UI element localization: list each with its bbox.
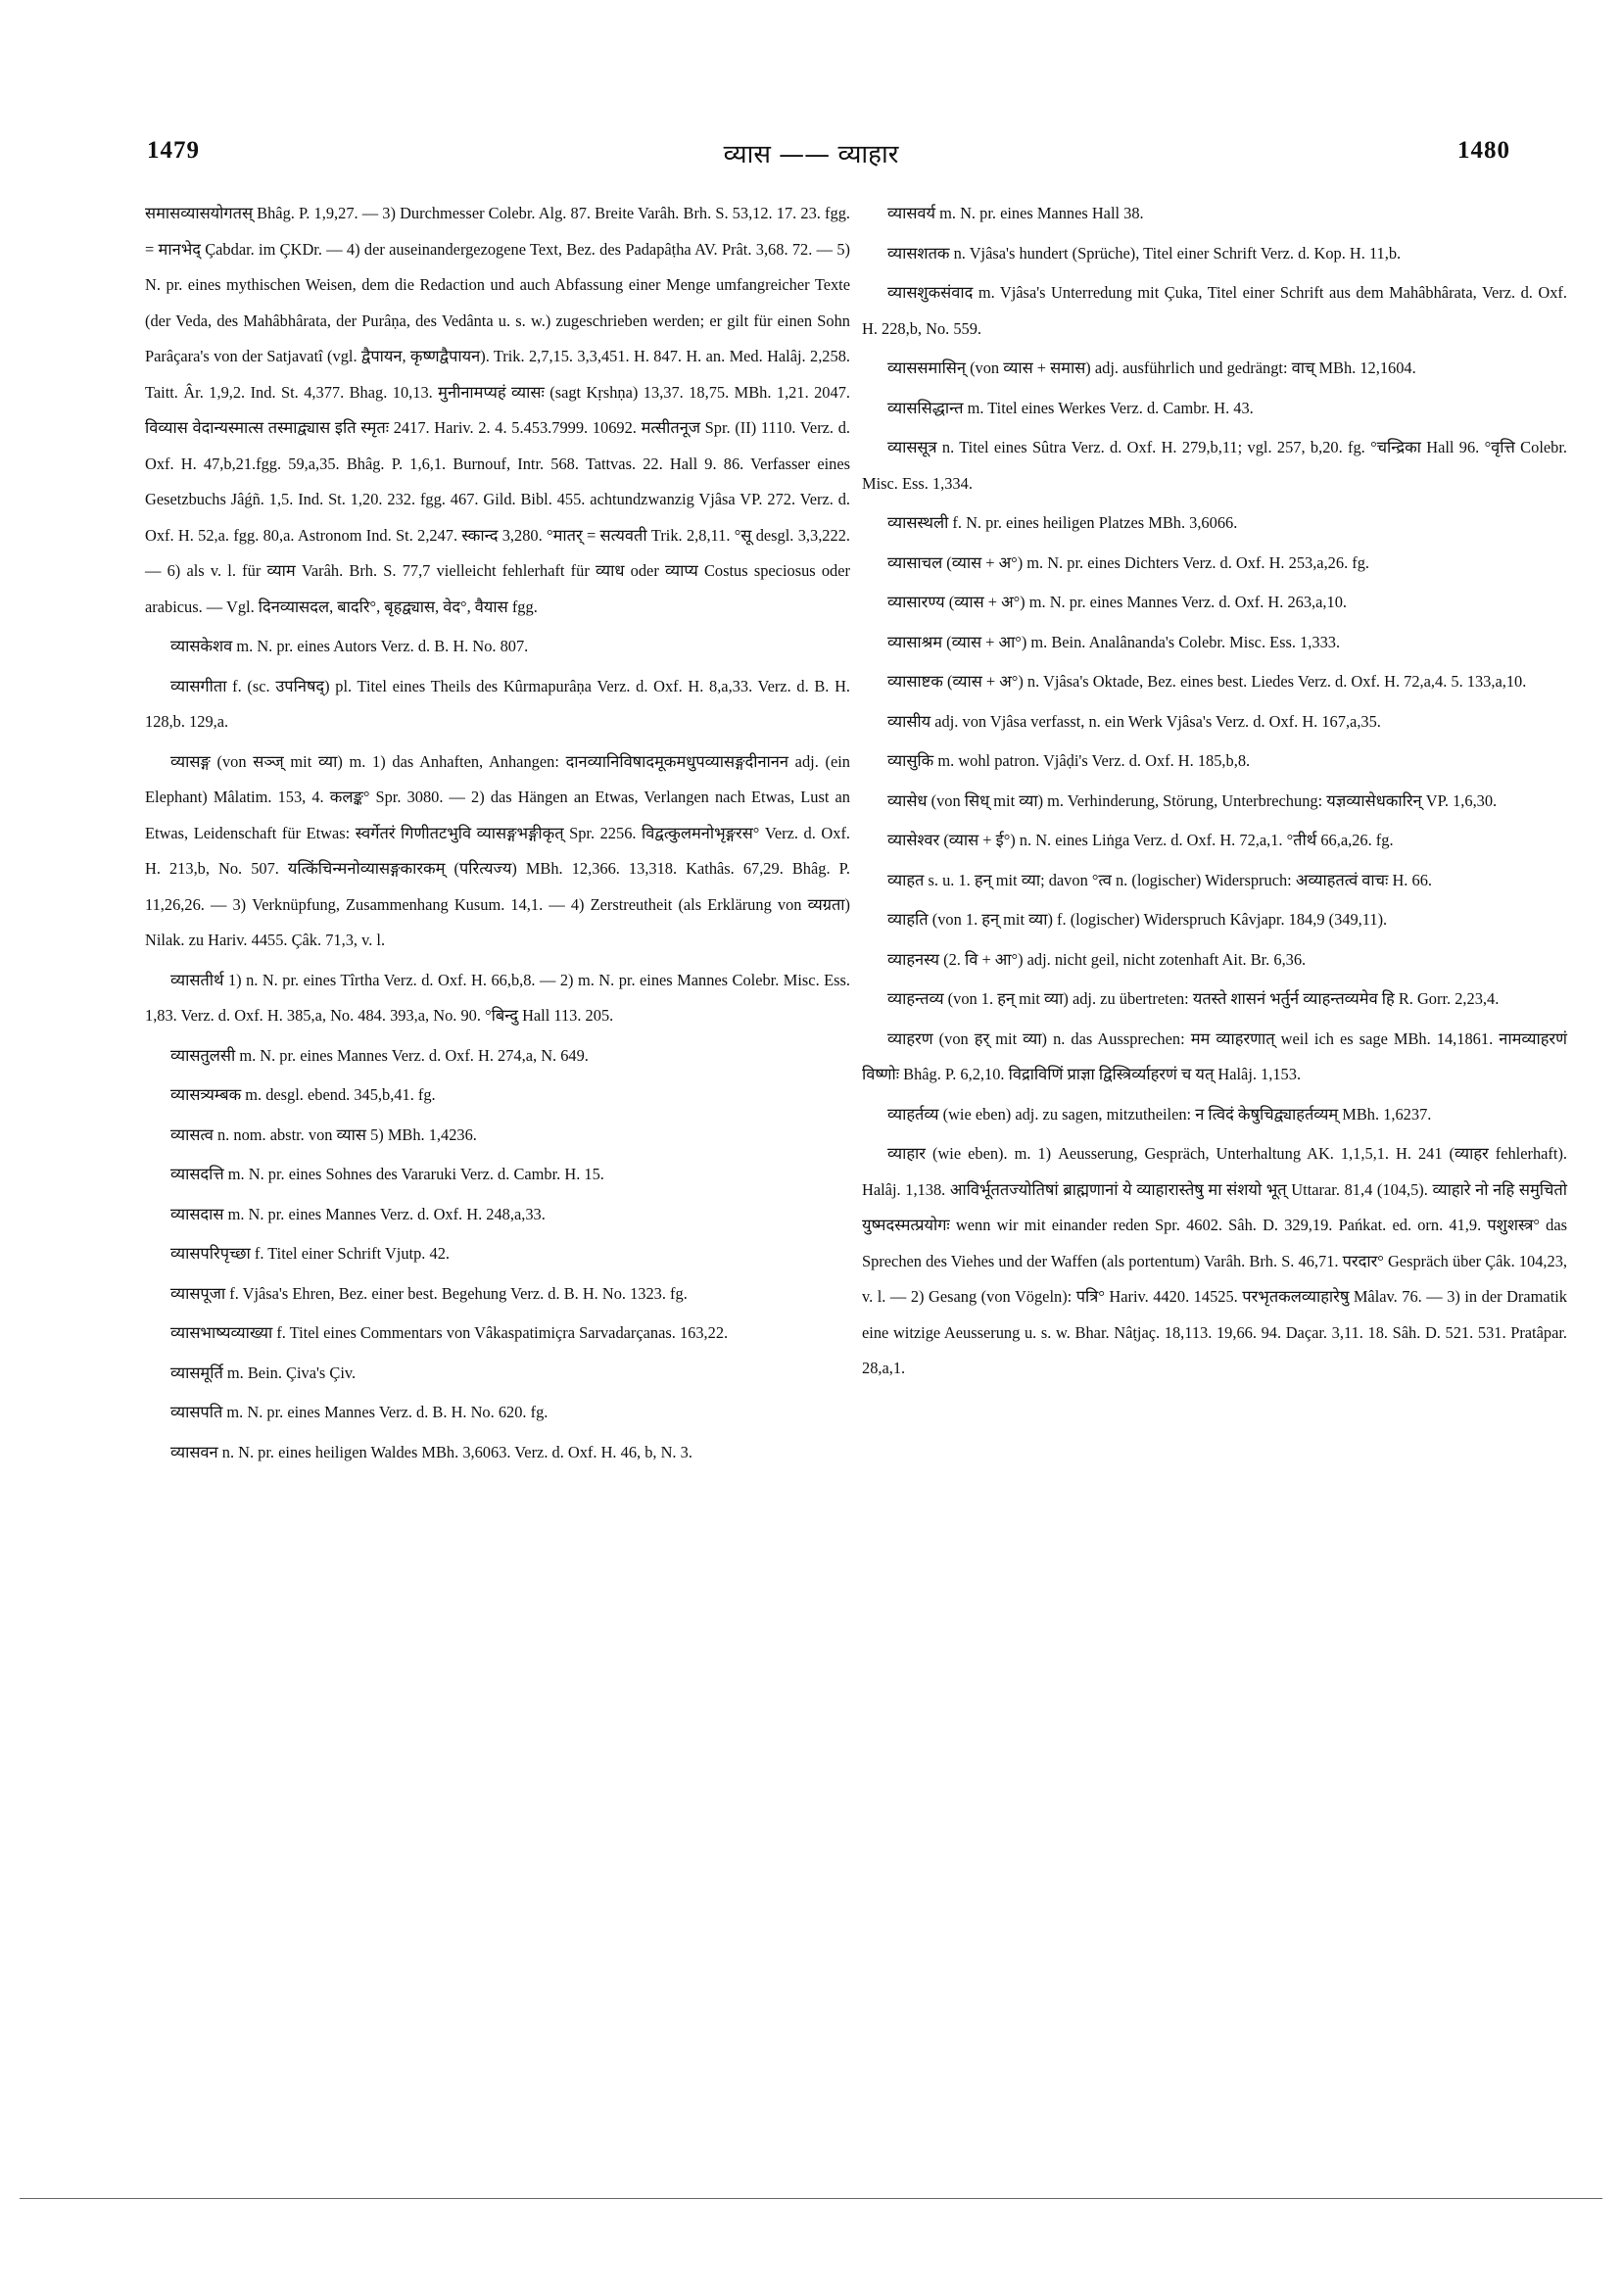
right-column	[862, 196, 1567, 1391]
dictionary-entry: व्यासतीर्थ 1) n. N. pr. eines Tîrtha Verz. d. Oxf. H. 66,b,8. — 2) m. N. pr. eines Mannes Colebr. Misc. Ess. 1,83. Verz. d. Oxf. H. 385,a, No. 484. 393,a, No. 90. °बिन्दु Hall 113. 205.	[145, 970, 850, 1025]
dictionary-entry: समासव्यासयोगतस् Bhâg. P. 1,9,27. — 3) Durchmesser Colebr. Alg. 87. Breite Varâh. Brh. S. 53,12. 17. 23. fgg. = मानभेद् Çabdar. im ÇKDr. — 4) der auseinandergezogene Text, Bez. des Padapâṭha AV. Prât. 3,68. 72. — 5) N. pr. eines mythischen Weisen, dem die Redaction und auch Abfassung einer Menge umfangreicher Texte (der Veda, des Mahâbhârata, der Purâṇa, des Vedânta u. s. w.) zugeschrieben werden; er gilt für einen Sohn Parâçara's von der Satjavatî (vgl. द्वैपायन, कृष्णद्वैपायन). Trik. 2,7,15. 3,3,451. H. 847. H. an. Med. Halâj. 2,258. Taitt. Âr. 1,9,2. Ind. St. 4,377. Bhag. 10,13. मुनीनामप्यहं व्यासः (sagt Kṛshṇa) 13,37. 18,75. MBh. 1,21. 2047. विव्यास वेदान्यस्मात्स तस्माद्व्यास इति स्मृतः 2417. Hariv. 2. 4. 5.453.7999. 10692. मत्सीतनूज Spr. (II) 1110. Verz. d. Oxf. H. 47,b,21.fgg. 59,a,35. Bhâg. P. 1,6,1. Burnouf, Intr. 568. Tattvas. 22. Hall 9. 86. Verfasser eines Gesetzbuchs Jâǵñ. 1,5. Ind. St. 1,20. 232. fgg. 467. Gild. Bibl. 455. achtundzwanzig Vjâsa VP. 272. Verz. d. Oxf. H. 52,a. fgg. 80,a. Astronom Ind. St. 2,247. स्कान्द 3,280. °मातर् = सत्यवती Trik. 2,8,11. °सू desgl. 3,3,222. — 6) als v. l. für व्याम Varâh. Brh. S. 77,7 vielleicht fehlerhaft für व्याध oder व्याप्य Costus speciosus oder arabicus. — Vgl. दिनव्यासदल, बादरि°, बृहद्व्यास, वेद°, वैयास fgg.	[145, 204, 850, 616]
running-headword: व्यास —— व्याहार	[723, 140, 899, 169]
page-header	[0, 137, 1622, 176]
page-number-right: 1480	[1457, 137, 1510, 164]
dictionary-entry: व्याहत s. u. 1. हन् mit व्या; davon °त्व n. (logischer) Widerspruch: अव्याहतत्वं वाचः H. 66.	[887, 870, 1432, 889]
dictionary-entry: व्यासपरिपृच्छा f. Titel einer Schrift Vjutp. 42.	[170, 1244, 450, 1263]
dictionary-entry: व्यासगीता f. (sc. उपनिषद्) pl. Titel eines Theils des Kûrmapurâṇa Verz. d. Oxf. H. 8,a,33. Verz. d. B. H. 128,b. 129,a.	[145, 676, 850, 731]
bottom-divider	[20, 2198, 1602, 2199]
dictionary-entry: व्याहरण (von हर् mit व्या) n. das Aussprechen: मम व्याहरणात् weil ich es sage MBh. 14,1861. नामव्याहरणं विष्णोः Bhâg. P. 6,2,10. विद्राविणिं प्राज्ञा द्विस्त्रिर्व्याहरणं च यत् Halâj. 1,153.	[862, 1028, 1567, 1083]
dictionary-entry: व्यासीय adj. von Vjâsa verfasst, n. ein Werk Vjâsa's Verz. d. Oxf. H. 167,a,35.	[887, 711, 1381, 731]
dictionary-entry: व्यासस्थली f. N. pr. eines heiligen Platzes MBh. 3,6066.	[887, 513, 1238, 532]
dictionary-entry: व्यासेश्वर (व्यास + ई°) n. N. eines Liṅga Verz. d. Oxf. H. 72,a,1. °तीर्थ 66,a,26. fg.	[887, 831, 1394, 849]
dictionary-entry: व्यासाष्टक (व्यास + अ°) n. Vjâsa's Oktade, Bez. eines best. Liedes Verz. d. Oxf. H. 72,a,4. 5. 133,a,10.	[887, 672, 1527, 691]
dictionary-entry: व्यासकेशव m. N. pr. eines Autors Verz. d. B. H. No. 807.	[170, 637, 529, 655]
dictionary-entry: व्याहनस्य (2. वि + आ°) adj. nicht geil, nicht zotenhaft Ait. Br. 6,36.	[887, 949, 1307, 969]
dictionary-entry: व्याहर्तव्य (wie eben) adj. zu sagen, mitzutheilen: न त्विदं केषुचिद्व्याहर्तव्यम् MBh. 1,6237.	[887, 1104, 1432, 1124]
dictionary-entry: व्याससमासिन् (von व्यास + समास) adj. ausführlich und gedrängt: वाच् MBh. 12,1604.	[887, 359, 1416, 377]
page-number-left: 1479	[147, 137, 200, 164]
dictionary-entry: व्यासुकि m. wohl patron. Vjâḍi's Verz. d. Oxf. H. 185,b,8.	[887, 751, 1251, 770]
dictionary-entry: व्याससिद्धान्त m. Titel eines Werkes Verz. d. Cambr. H. 43.	[887, 398, 1254, 417]
dictionary-entry: व्यासदास m. N. pr. eines Mannes Verz. d. Oxf. H. 248,a,33.	[170, 1204, 546, 1223]
dictionary-entry: व्यासङ्ग (von सञ्ज् mit व्या) m. 1) das Anhaften, Anhangen: दानव्यानिविषादमूकमधुपव्यासङ्गदीनानन adj. (ein Elephant) Mâlatim. 153, 4. कलङ्क° Spr. 3080. — 2) das Hängen an Etwas, Verlangen nach Etwas, Lust an Etwas, Leidenschaft für Etwas: स्वर्गेतरं गिणीतटभुवि व्यासङ्गभङ्गीकृत् Spr. 2256. विद्वत्कुलमनोभृङ्गरस° Verz. d. Oxf. H. 213,b, No. 507. यत्किंचिन्मनोव्यासङ्गकारकम् (परित्यज्य) MBh. 12,366. 13,318. Kathâs. 67,29. Bhâg. P. 11,26,26. — 3) Verknüpfung, Zusammenhang Kusum. 14,1. — 4) Zerstreutheit (als Erklärung von व्यग्रता) Nilak. zu Hariv. 4455. Çâk. 71,3, v. l.	[145, 751, 850, 949]
dictionary-entry: व्यासाश्रम (व्यास + आ°) m. Bein. Analânanda's Colebr. Misc. Ess. 1,333.	[887, 632, 1341, 651]
dictionary-entry: व्यासपूजा f. Vjâsa's Ehren, Bez. einer best. Begehung Verz. d. B. H. No. 1323. fg.	[170, 1283, 688, 1303]
dictionary-entry: व्याससूत्र n. Titel eines Sûtra Verz. d. Oxf. H. 279,b,11; vgl. 257, b,20. fg. °चन्द्रिका Hall 96. °वृत्ति Colebr. Misc. Ess. 1,334.	[862, 438, 1567, 493]
dictionary-entry: व्यासवर्य m. N. pr. eines Mannes Hall 38.	[887, 204, 1144, 222]
dictionary-entry: व्यासशुकसंवाद m. Vjâsa's Unterredung mit Çuka, Titel einer Schrift aus dem Mahâbhârata, Verz. d. Oxf. H. 228,b, No. 559.	[862, 283, 1567, 338]
dictionary-entry: व्यासपति m. N. pr. eines Mannes Verz. d. B. H. No. 620. fg.	[170, 1403, 549, 1421]
dictionary-entry: व्यासाचल (व्यास + अ°) m. N. pr. eines Dichters Verz. d. Oxf. H. 253,a,26. fg.	[887, 552, 1370, 572]
dictionary-entry: व्यासमूर्ति m. Bein. Çiva's Çiv.	[170, 1363, 357, 1382]
dictionary-entry: व्यासतुलसी m. N. pr. eines Mannes Verz. d. Oxf. H. 274,a, N. 649.	[170, 1045, 589, 1065]
dictionary-entry: व्यासत्र्यम्बक m. desgl. ebend. 345,b,41. fg.	[170, 1085, 436, 1104]
dictionary-entry: व्यासदत्ति m. N. pr. eines Sohnes des Vararuki Verz. d. Cambr. H. 15.	[170, 1165, 604, 1183]
left-column	[145, 196, 850, 1474]
dictionary-entry: व्यासारण्य (व्यास + अ°) m. N. pr. eines Mannes Verz. d. Oxf. H. 263,a,10.	[887, 593, 1348, 611]
dictionary-entry: व्यासत्व n. nom. abstr. von व्यास 5) MBh. 1,4236.	[170, 1124, 477, 1144]
dictionary-entry: व्यासवन n. N. pr. eines heiligen Waldes MBh. 3,6063. Verz. d. Oxf. H. 46, b, N. 3.	[170, 1442, 692, 1461]
dictionary-entry: व्याहन्तव्य (von 1. हन् mit व्या) adj. zu übertreten: यतस्ते शासनं भर्तुर्न व्याहन्तव्यमेव हि R. Gorr. 2,23,4.	[887, 989, 1500, 1008]
dictionary-entry: व्यासेध (von सिध् mit व्या) m. Verhinderung, Störung, Unterbrechung: यज्ञव्यासेधकारिन् VP. 1,6,30.	[887, 790, 1498, 810]
dictionary-entry: व्यासभाष्यव्याख्या f. Titel eines Commentars von Vâkaspatimiçra Sarvadarçanas. 163,22.	[170, 1323, 729, 1342]
dictionary-entry: व्याहति (von 1. हन् mit व्या) f. (logischer) Widerspruch Kâvjapr. 184,9 (349,11).	[887, 910, 1388, 929]
dictionary-entry: व्यासशतक n. Vjâsa's hundert (Sprüche), Titel einer Schrift Verz. d. Kop. H. 11,b.	[887, 243, 1402, 263]
dictionary-entry: व्याहार (wie eben). m. 1) Aeusserung, Gespräch, Unterhaltung AK. 1,1,5,1. H. 241 (व्याहर fehlerhaft). Halâj. 1,138. आविर्भूततज्योतिषां ब्राह्मणानां ये व्याहारास्तेषु मा संशयो भूत् Uttarar. 81,4 (104,5). व्याहारे नो नहि समुचितो युष्मदस्मत्प्रयोगः wenn wir mit einander reden Spr. 4602. Sâh. D. 329,19. Pańkat. ed. orn. 41,9. पशुशस्त्र° das Sprechen des Viehes und der Waffen (als portentum) Varâh. Brh. S. 46,71. परदार° Gespräch über Çâk. 104,23, v. l. — 2) Gesang (von Vögeln): पत्रि° Hariv. 4420. 14525. परभृतकलव्याहारेषु Mâlav. 76. — 3) in der Dramatik eine witzige Aeusserung u. s. w. Bhar. Nâṭjaç. 18,113. 19,66. 94. Daçar. 3,11. 18. Sâh. D. 521. 531. Pratâpar. 28,a,1.	[862, 1144, 1567, 1377]
